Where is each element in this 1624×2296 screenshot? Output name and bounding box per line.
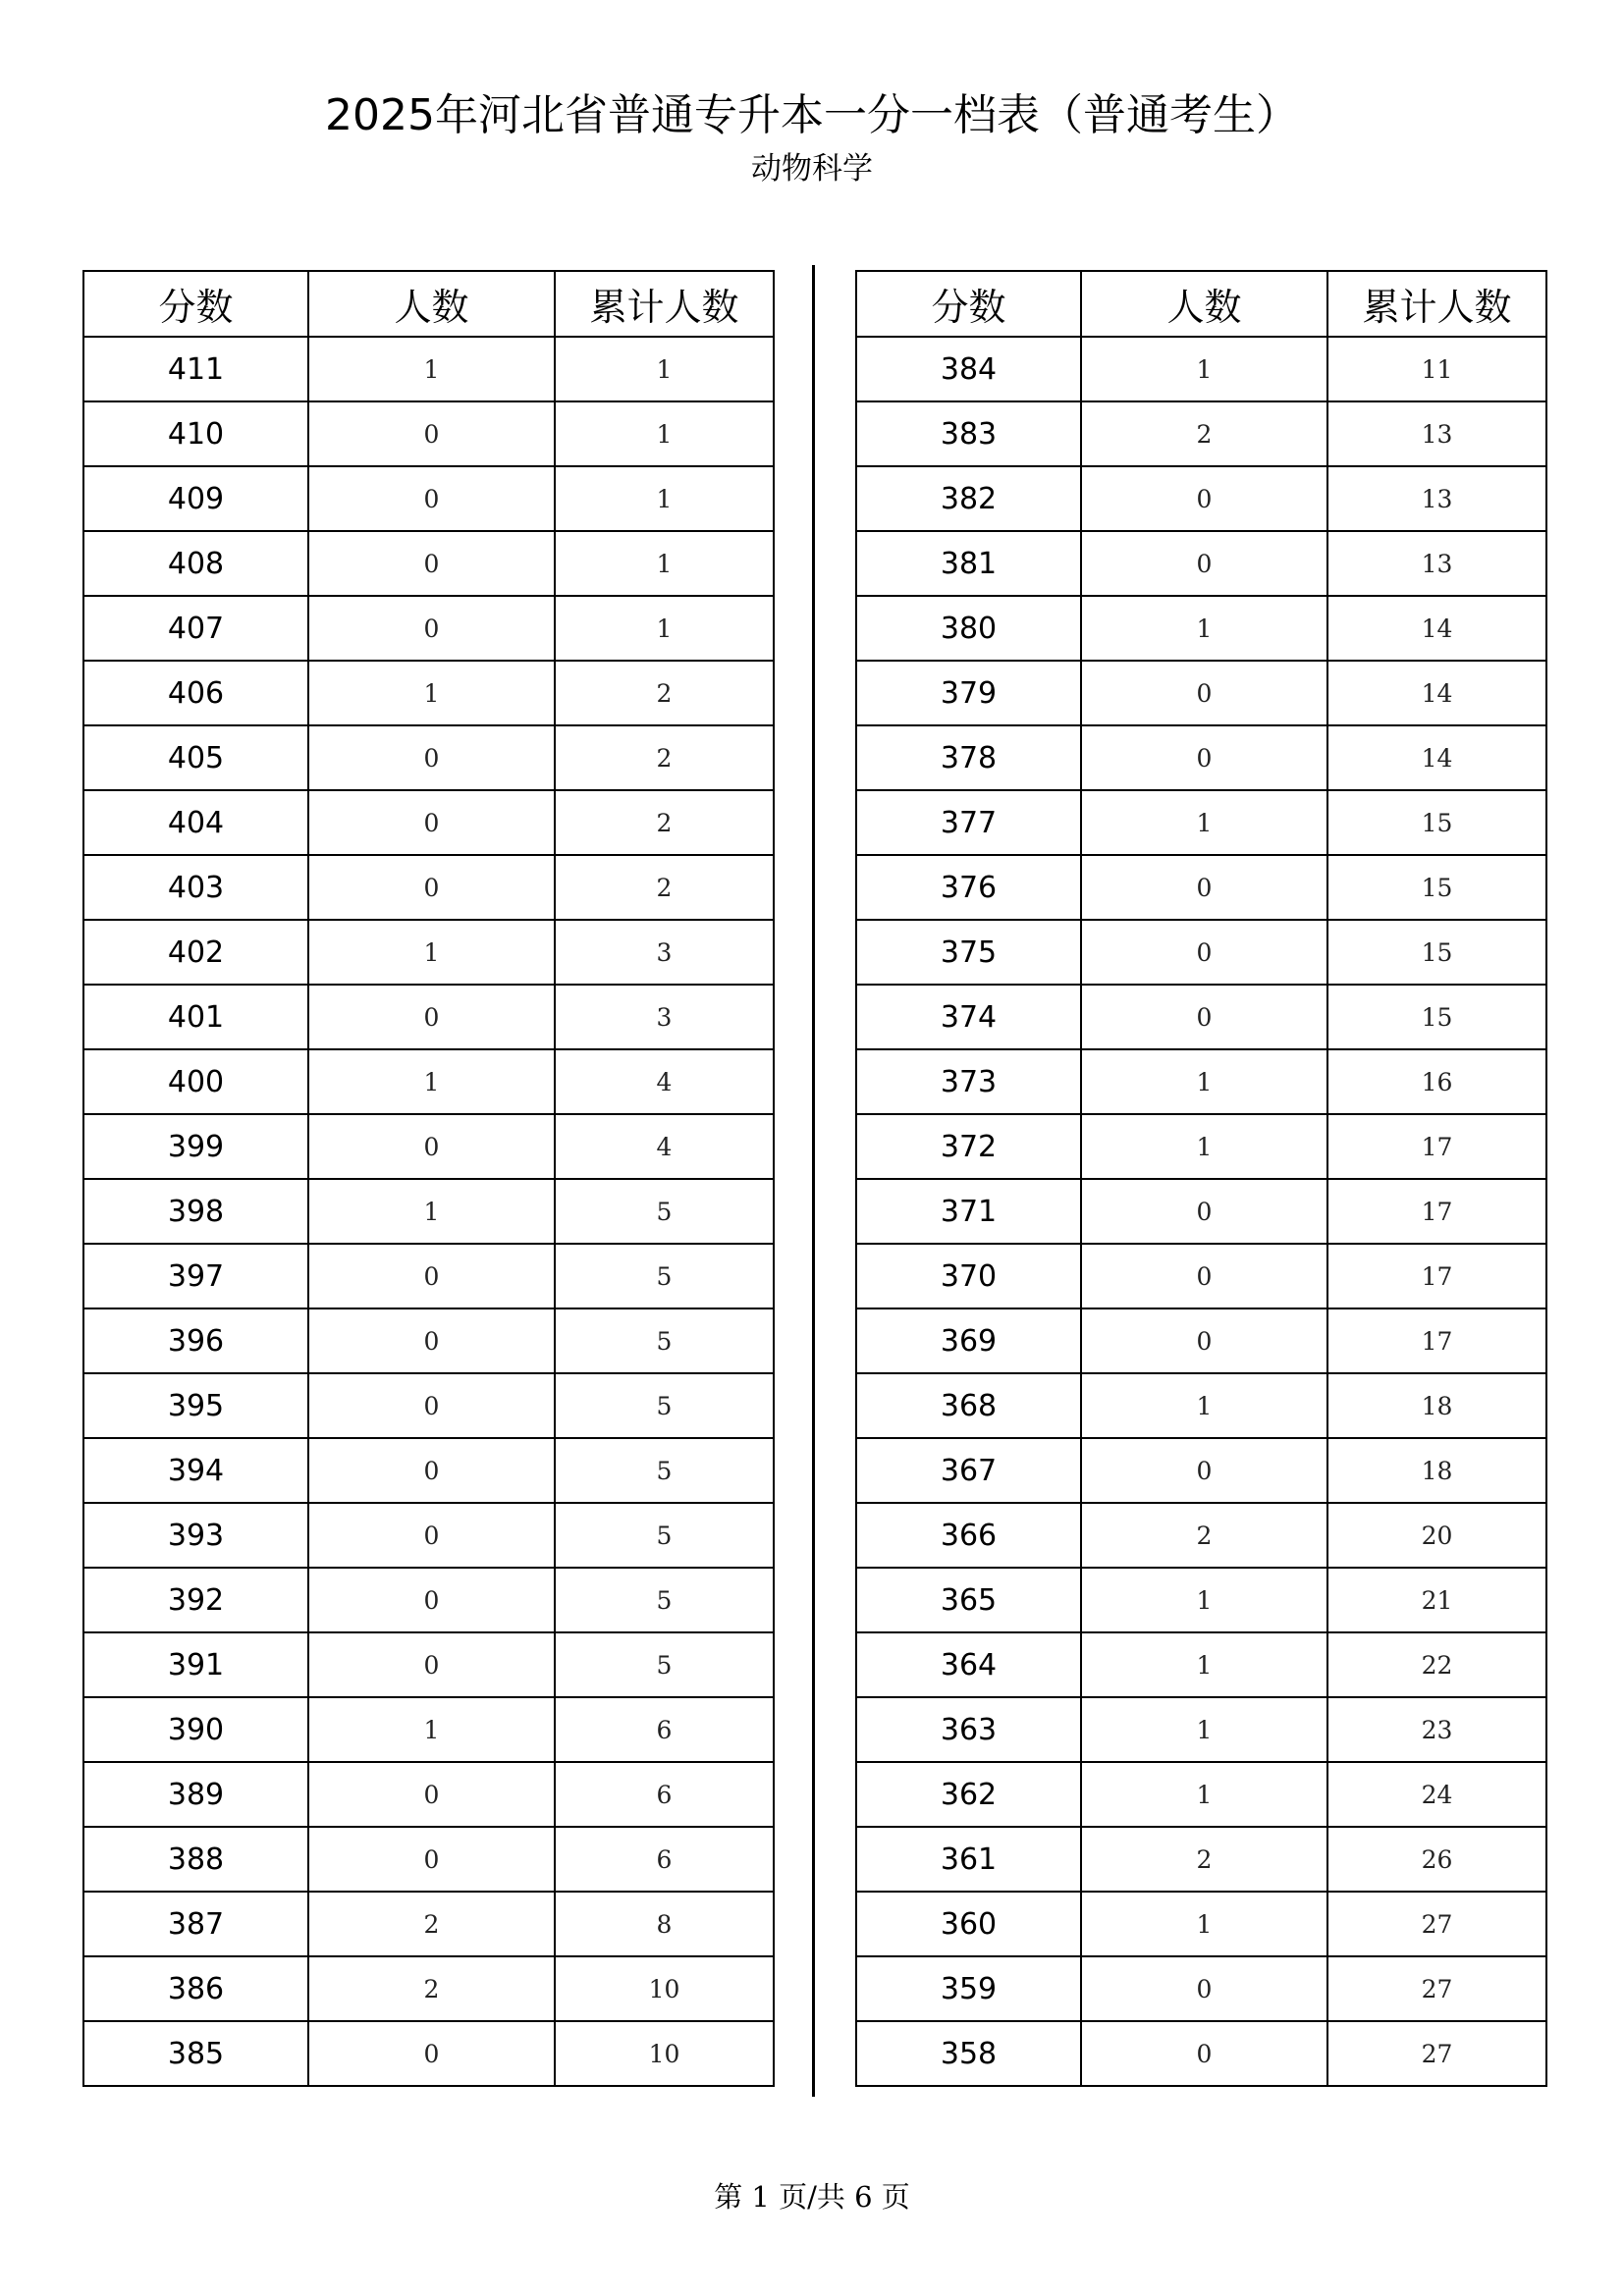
- count-cell: 1: [1081, 1568, 1327, 1632]
- table-row: [83, 1892, 774, 1956]
- score-cell: 400: [83, 1049, 308, 1114]
- cumulative-cell: 18: [1327, 1438, 1546, 1503]
- count-cell: 0: [308, 790, 555, 855]
- count-cell: 1: [1081, 790, 1327, 855]
- score-cell: 385: [83, 2021, 308, 2086]
- table-row: [83, 985, 774, 1049]
- score-cell: 371: [856, 1179, 1081, 1244]
- score-cell: 368: [856, 1373, 1081, 1438]
- score-cell: 408: [83, 531, 308, 596]
- cumulative-cell: 13: [1327, 466, 1546, 531]
- cumulative-cell: 21: [1327, 1568, 1546, 1632]
- count-cell: 2: [308, 1956, 555, 2021]
- cumulative-cell: 4: [555, 1049, 774, 1114]
- header-score: 分数: [856, 271, 1081, 337]
- table-row: [856, 401, 1546, 466]
- major-subtitle: 动物科学: [751, 151, 873, 187]
- table-row: [83, 1438, 774, 1503]
- score-cell: 369: [856, 1308, 1081, 1373]
- table-row: [83, 2021, 774, 2086]
- score-cell: 376: [856, 855, 1081, 920]
- table-row: [856, 1308, 1546, 1373]
- score-cell: 402: [83, 920, 308, 985]
- score-cell: 394: [83, 1438, 308, 1503]
- score-table-right: [855, 270, 1547, 2087]
- count-cell: 0: [308, 2021, 555, 2086]
- table-row: [856, 661, 1546, 725]
- table-row: [83, 401, 774, 466]
- table-row: [856, 2021, 1546, 2086]
- cumulative-cell: 2: [555, 855, 774, 920]
- table-row: [83, 1114, 774, 1179]
- column-divider: [812, 265, 815, 2097]
- table-row: [83, 1697, 774, 1762]
- cumulative-cell: 17: [1327, 1308, 1546, 1373]
- score-cell: 377: [856, 790, 1081, 855]
- cumulative-cell: 27: [1327, 1956, 1546, 2021]
- cumulative-cell: 24: [1327, 1762, 1546, 1827]
- score-cell: 407: [83, 596, 308, 661]
- table-row: [856, 1632, 1546, 1697]
- count-cell: 1: [1081, 1114, 1327, 1179]
- table-row: [83, 1179, 774, 1244]
- count-cell: 2: [308, 1892, 555, 1956]
- count-cell: 0: [308, 1438, 555, 1503]
- table-row: [856, 1827, 1546, 1892]
- cumulative-cell: 5: [555, 1373, 774, 1438]
- cumulative-cell: 5: [555, 1179, 774, 1244]
- score-cell: 401: [83, 985, 308, 1049]
- count-cell: 1: [1081, 1762, 1327, 1827]
- cumulative-cell: 2: [555, 661, 774, 725]
- cumulative-cell: 6: [555, 1762, 774, 1827]
- cumulative-cell: 1: [555, 596, 774, 661]
- table-row: [856, 1503, 1546, 1568]
- count-cell: 0: [308, 1762, 555, 1827]
- page-title: 2025年河北省普通专升本一分一档表（普通考生）: [325, 90, 1299, 140]
- cumulative-cell: 5: [555, 1308, 774, 1373]
- cumulative-cell: 1: [555, 401, 774, 466]
- table-row: [83, 531, 774, 596]
- table-row: [856, 1956, 1546, 2021]
- count-cell: 0: [1081, 531, 1327, 596]
- score-cell: 364: [856, 1632, 1081, 1697]
- table-row: [83, 920, 774, 985]
- cumulative-cell: 27: [1327, 2021, 1546, 2086]
- table-row: [856, 790, 1546, 855]
- cumulative-cell: 15: [1327, 985, 1546, 1049]
- header-score: 分数: [83, 271, 308, 337]
- table-row: [83, 1049, 774, 1114]
- cumulative-cell: 17: [1327, 1179, 1546, 1244]
- cumulative-cell: 17: [1327, 1244, 1546, 1308]
- count-cell: 1: [1081, 1049, 1327, 1114]
- cumulative-cell: 14: [1327, 596, 1546, 661]
- table-row: [83, 1956, 774, 2021]
- header-cumulative: 累计人数: [1327, 271, 1546, 337]
- count-cell: 0: [308, 466, 555, 531]
- table-row: [856, 1049, 1546, 1114]
- count-cell: 1: [1081, 337, 1327, 401]
- table-row: [856, 466, 1546, 531]
- table-row: [83, 1827, 774, 1892]
- count-cell: 0: [1081, 1956, 1327, 2021]
- cumulative-cell: 3: [555, 920, 774, 985]
- count-cell: 1: [1081, 1892, 1327, 1956]
- table-row: [856, 1373, 1546, 1438]
- header-cumulative: 累计人数: [555, 271, 774, 337]
- cumulative-cell: 17: [1327, 1114, 1546, 1179]
- count-cell: 1: [1081, 1373, 1327, 1438]
- table-row: [83, 855, 774, 920]
- cumulative-cell: 5: [555, 1438, 774, 1503]
- cumulative-cell: 1: [555, 337, 774, 401]
- score-cell: 375: [856, 920, 1081, 985]
- table-row: [83, 1308, 774, 1373]
- table-row: [856, 596, 1546, 661]
- table-row: [856, 985, 1546, 1049]
- cumulative-cell: 4: [555, 1114, 774, 1179]
- score-cell: 397: [83, 1244, 308, 1308]
- count-cell: 1: [308, 337, 555, 401]
- count-cell: 0: [308, 1568, 555, 1632]
- score-cell: 384: [856, 337, 1081, 401]
- table-row: [856, 1697, 1546, 1762]
- score-cell: 367: [856, 1438, 1081, 1503]
- score-cell: 391: [83, 1632, 308, 1697]
- cumulative-cell: 18: [1327, 1373, 1546, 1438]
- table-row: [83, 466, 774, 531]
- count-cell: 0: [308, 1308, 555, 1373]
- count-cell: 0: [1081, 1244, 1327, 1308]
- count-cell: 0: [1081, 855, 1327, 920]
- score-cell: 410: [83, 401, 308, 466]
- score-cell: 359: [856, 1956, 1081, 2021]
- count-cell: 0: [308, 1244, 555, 1308]
- count-cell: 1: [308, 1049, 555, 1114]
- count-cell: 1: [1081, 596, 1327, 661]
- score-cell: 411: [83, 337, 308, 401]
- table-body-right: [856, 337, 1546, 2086]
- score-cell: 393: [83, 1503, 308, 1568]
- table-row: [856, 1762, 1546, 1827]
- count-cell: 0: [1081, 2021, 1327, 2086]
- score-cell: 378: [856, 725, 1081, 790]
- table-row: [83, 1632, 774, 1697]
- cumulative-cell: 22: [1327, 1632, 1546, 1697]
- score-cell: 381: [856, 531, 1081, 596]
- count-cell: 2: [1081, 401, 1327, 466]
- cumulative-cell: 13: [1327, 531, 1546, 596]
- score-table-left: [82, 270, 775, 2087]
- count-cell: 0: [1081, 1308, 1327, 1373]
- count-cell: 0: [308, 1632, 555, 1697]
- score-cell: 372: [856, 1114, 1081, 1179]
- header-count: 人数: [308, 271, 555, 337]
- count-cell: 0: [308, 531, 555, 596]
- table-row: [856, 725, 1546, 790]
- score-cell: 370: [856, 1244, 1081, 1308]
- score-cell: 386: [83, 1956, 308, 2021]
- cumulative-cell: 11: [1327, 337, 1546, 401]
- score-cell: 398: [83, 1179, 308, 1244]
- score-cell: 399: [83, 1114, 308, 1179]
- cumulative-cell: 20: [1327, 1503, 1546, 1568]
- count-cell: 0: [1081, 661, 1327, 725]
- cumulative-cell: 26: [1327, 1827, 1546, 1892]
- count-cell: 1: [308, 1179, 555, 1244]
- count-cell: 1: [308, 1697, 555, 1762]
- score-cell: 404: [83, 790, 308, 855]
- table-row: [83, 1244, 774, 1308]
- cumulative-cell: 2: [555, 790, 774, 855]
- table-row: [856, 1438, 1546, 1503]
- cumulative-cell: 6: [555, 1827, 774, 1892]
- table-row: [83, 596, 774, 661]
- header-count: 人数: [1081, 271, 1327, 337]
- count-cell: 2: [1081, 1827, 1327, 1892]
- score-cell: 380: [856, 596, 1081, 661]
- table-row: [856, 1244, 1546, 1308]
- cumulative-cell: 3: [555, 985, 774, 1049]
- count-cell: 0: [1081, 466, 1327, 531]
- score-cell: 379: [856, 661, 1081, 725]
- cumulative-cell: 15: [1327, 790, 1546, 855]
- count-cell: 0: [308, 401, 555, 466]
- cumulative-cell: 1: [555, 466, 774, 531]
- score-cell: 365: [856, 1568, 1081, 1632]
- table-header-row: [856, 271, 1546, 337]
- cumulative-cell: 5: [555, 1503, 774, 1568]
- cumulative-cell: 15: [1327, 920, 1546, 985]
- cumulative-cell: 5: [555, 1244, 774, 1308]
- score-cell: 389: [83, 1762, 308, 1827]
- count-cell: 0: [308, 985, 555, 1049]
- table-row: [83, 1762, 774, 1827]
- score-cell: 373: [856, 1049, 1081, 1114]
- score-cell: 405: [83, 725, 308, 790]
- table-row: [856, 1892, 1546, 1956]
- page-footer: 第 1 页/共 6 页: [714, 2180, 910, 2214]
- score-cell: 358: [856, 2021, 1081, 2086]
- count-cell: 0: [1081, 1179, 1327, 1244]
- score-cell: 390: [83, 1697, 308, 1762]
- table-row: [83, 1568, 774, 1632]
- count-cell: 2: [1081, 1503, 1327, 1568]
- cumulative-cell: 1: [555, 531, 774, 596]
- score-cell: 392: [83, 1568, 308, 1632]
- table-row: [83, 1373, 774, 1438]
- count-cell: 1: [308, 661, 555, 725]
- count-cell: 0: [308, 1373, 555, 1438]
- score-cell: 383: [856, 401, 1081, 466]
- score-cell: 382: [856, 466, 1081, 531]
- cumulative-cell: 10: [555, 1956, 774, 2021]
- count-cell: 0: [308, 725, 555, 790]
- cumulative-cell: 15: [1327, 855, 1546, 920]
- score-cell: 388: [83, 1827, 308, 1892]
- count-cell: 1: [1081, 1632, 1327, 1697]
- count-cell: 0: [1081, 1438, 1327, 1503]
- cumulative-cell: 6: [555, 1697, 774, 1762]
- score-cell: 396: [83, 1308, 308, 1373]
- table-row: [856, 1179, 1546, 1244]
- table-row: [83, 725, 774, 790]
- score-cell: 403: [83, 855, 308, 920]
- count-cell: 0: [308, 1503, 555, 1568]
- count-cell: 1: [308, 920, 555, 985]
- table-row: [856, 1114, 1546, 1179]
- cumulative-cell: 5: [555, 1568, 774, 1632]
- cumulative-cell: 2: [555, 725, 774, 790]
- table-header-row: [83, 271, 774, 337]
- table-row: [83, 337, 774, 401]
- score-cell: 395: [83, 1373, 308, 1438]
- table-row: [856, 920, 1546, 985]
- table-row: [856, 855, 1546, 920]
- score-cell: 387: [83, 1892, 308, 1956]
- table-row: [83, 1503, 774, 1568]
- cumulative-cell: 8: [555, 1892, 774, 1956]
- cumulative-cell: 14: [1327, 725, 1546, 790]
- table-row: [856, 1568, 1546, 1632]
- table-row: [856, 337, 1546, 401]
- count-cell: 0: [1081, 920, 1327, 985]
- cumulative-cell: 27: [1327, 1892, 1546, 1956]
- score-cell: 409: [83, 466, 308, 531]
- table-row: [856, 531, 1546, 596]
- count-cell: 1: [1081, 1697, 1327, 1762]
- cumulative-cell: 23: [1327, 1697, 1546, 1762]
- table-body-left: [83, 337, 774, 2086]
- count-cell: 0: [1081, 725, 1327, 790]
- score-cell: 374: [856, 985, 1081, 1049]
- count-cell: 0: [308, 1114, 555, 1179]
- count-cell: 0: [308, 1827, 555, 1892]
- score-cell: 362: [856, 1762, 1081, 1827]
- cumulative-cell: 16: [1327, 1049, 1546, 1114]
- cumulative-cell: 10: [555, 2021, 774, 2086]
- cumulative-cell: 5: [555, 1632, 774, 1697]
- score-cell: 366: [856, 1503, 1081, 1568]
- score-cell: 363: [856, 1697, 1081, 1762]
- score-cell: 361: [856, 1827, 1081, 1892]
- table-row: [83, 790, 774, 855]
- count-cell: 0: [308, 855, 555, 920]
- cumulative-cell: 13: [1327, 401, 1546, 466]
- score-cell: 360: [856, 1892, 1081, 1956]
- count-cell: 0: [308, 596, 555, 661]
- table-row: [83, 661, 774, 725]
- cumulative-cell: 14: [1327, 661, 1546, 725]
- count-cell: 0: [1081, 985, 1327, 1049]
- score-cell: 406: [83, 661, 308, 725]
